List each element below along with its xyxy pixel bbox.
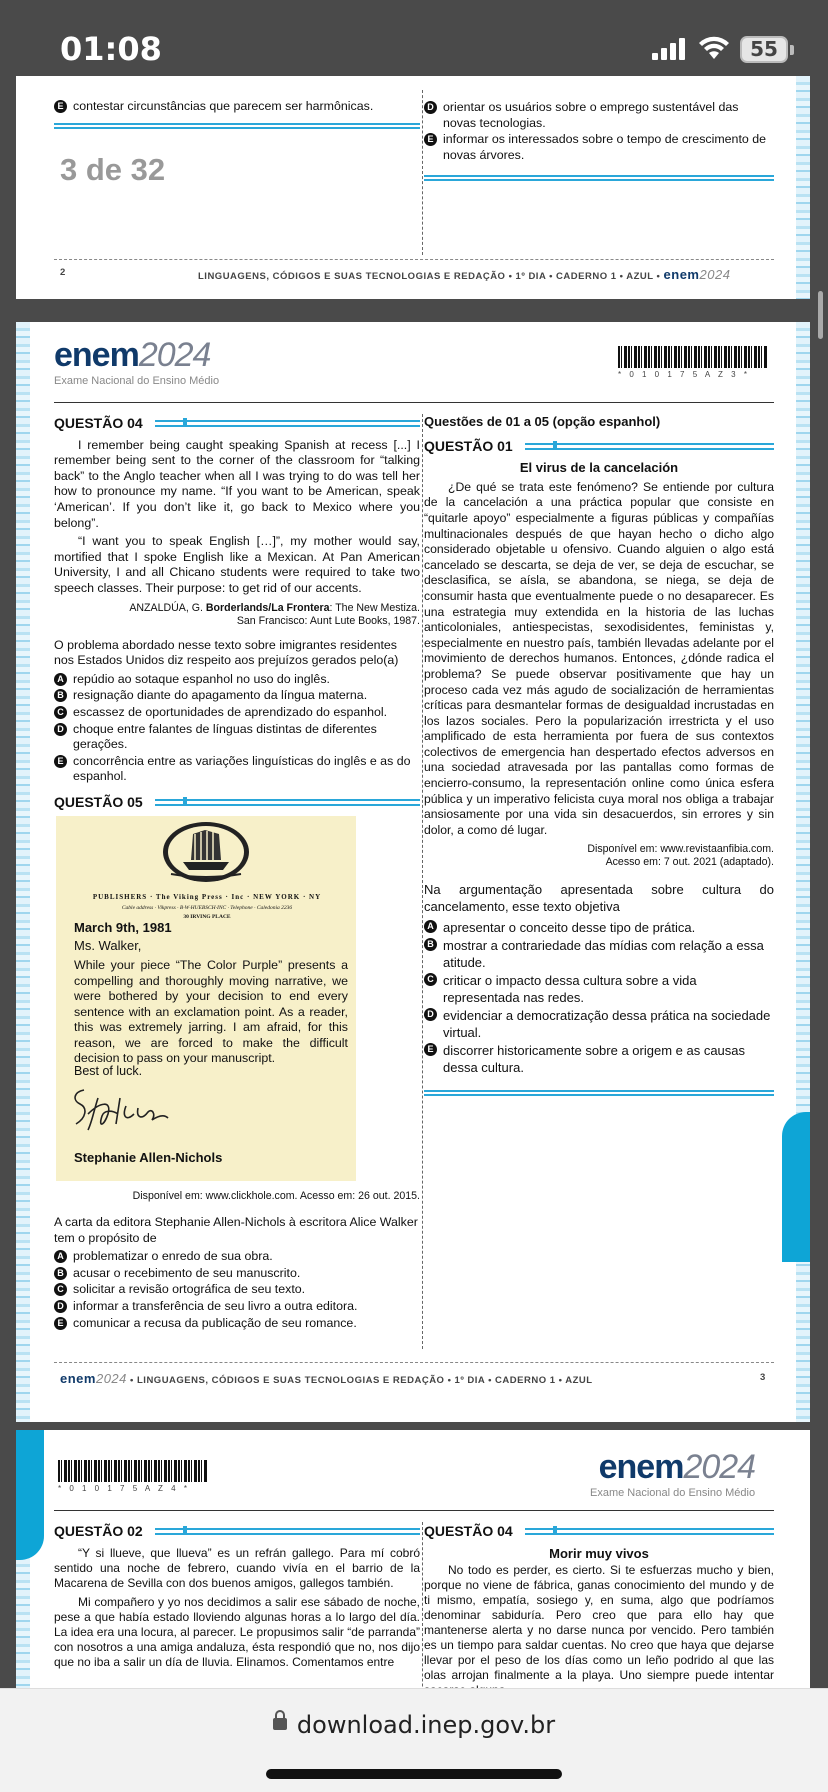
letter-closing: Best of luck. bbox=[74, 1064, 143, 1079]
option-text: repúdio ao sotaque espanhol no uso do inglês. bbox=[73, 671, 330, 686]
option-text: concorrência entre as variações linguísticas do inglês e as do espanhol. bbox=[73, 753, 411, 784]
enem-logo bbox=[590, 1448, 755, 1499]
page4-right-column bbox=[424, 1522, 774, 1701]
logo-subtitle: Exame Nacional do Ensino Médio bbox=[54, 375, 220, 387]
answer-options bbox=[54, 1249, 420, 1331]
footer-year: 2024 bbox=[699, 267, 731, 282]
option-text: discorrer historicamente sobre a origem e as causas dessa cultura. bbox=[443, 1043, 746, 1076]
letter-body: While your piece “The Color Purple” presents a compelling and thoroughly moving narrative, we were bothered by your decision to end every sentence with an exclamation point. As a reader, this was extremely jarring. I am afraid, for this reason, we are forced to make the difficult decision to pass on your manuscript. bbox=[74, 958, 348, 1065]
option-text: contestar circunstâncias que parecem ser harmônicas. bbox=[73, 99, 374, 113]
option-letter-icon: A bbox=[54, 673, 67, 686]
option-letter-icon: E bbox=[424, 1043, 437, 1056]
corner-decoration bbox=[782, 1112, 810, 1262]
page-border-pattern bbox=[796, 76, 810, 299]
page2-right-column bbox=[424, 94, 774, 181]
answer-options bbox=[424, 919, 774, 1076]
letter-image bbox=[56, 816, 356, 1181]
header-bar bbox=[155, 1528, 420, 1535]
option-letter-icon: C bbox=[424, 973, 437, 986]
cellular-signal-icon bbox=[652, 38, 688, 60]
footer-year: 2024 bbox=[95, 1371, 127, 1386]
option-letter-icon: B bbox=[54, 689, 67, 702]
battery-cap bbox=[790, 45, 794, 55]
answer-option[interactable] bbox=[424, 100, 774, 131]
passage-paragraph: “Y si llueve, que llueva” es un refrán gallego. Para mí cobró sentido una noche de febrero, cuando vivía en el barrio de la Macarena de Sevilla con dos buenos amigos, gallegos también. bbox=[54, 1545, 420, 1590]
option-letter-icon: A bbox=[424, 920, 437, 933]
option-letter-icon: B bbox=[54, 1267, 67, 1280]
option-letter-icon: D bbox=[424, 1008, 437, 1021]
answer-option[interactable] bbox=[424, 1007, 774, 1041]
pdf-page-3 bbox=[16, 322, 810, 1422]
option-text: escassez de oportunidades de aprendizado do espanhol. bbox=[73, 704, 388, 719]
option-letter-icon: E bbox=[54, 100, 67, 113]
page-footer bbox=[198, 267, 730, 282]
answer-option[interactable] bbox=[424, 132, 774, 163]
page-number: 2 bbox=[60, 267, 66, 278]
passage-paragraph: ¿De qué se trata este fenómeno? Se entiende por cultura de la cancelación a una práctica popular que consiste en “quitarle apoyo” especialmente a figuras públicas y compañías multinacionales después de que hayan hecho o dicho algo considerado objetable u ofensivo. Cuando alguien o algo está cancelado se descarta, se deja de ver, se deja de escuchar, se desclasifica, se aísla, se abandona, se niega, se deja de consumir hasta que eventualmente puede o no desaparecer. Es una estrategia muy extendida en la historia de las luchas anticoloniales, antiespecistas, sexodisidentes, feministas y, especialmente en nuestro país, también llevadas adelante por el movimiento de derechos humanos. Entonces, ¿dónde radica el problema? Se puede observar positivamente que hay un proceso cada vez más agudo de socialización de herramientas críticas para desmantelar formas de desigualdad incrustadas en los lazos sociales. Pero la popularización irrestricta y el uso amplificado de esta herramienta por fuera de sus contextos colectivos de emergencia han despertado efectos adversos en una sociedad atravesada por las pantallas como formas de encierro-consumo, la representación online como única esfera pública y un imperativo felicista cuya moral nos obliga a trabajar ansiosamente por una vida sin desacuerdos, sin errores y sin dolor, a como dé lugar. bbox=[424, 479, 774, 837]
question-header bbox=[54, 795, 420, 811]
option-letter-icon: C bbox=[54, 706, 67, 719]
option-text: problematizar o enredo de sua obra. bbox=[73, 1249, 273, 1264]
footer-brand: enem bbox=[663, 267, 700, 282]
page4-left-column bbox=[54, 1522, 420, 1673]
option-letter-icon: B bbox=[424, 938, 437, 951]
signer-name: Stephanie Allen-Nichols bbox=[74, 1150, 223, 1166]
battery-level: 55 bbox=[750, 37, 778, 61]
question-header bbox=[54, 416, 420, 432]
option-text: evidenciar a democratização dessa prática na sociedade virtual. bbox=[443, 1008, 771, 1041]
page-number: 3 bbox=[760, 1372, 766, 1383]
question-header bbox=[54, 1524, 420, 1540]
option-text: mostrar a contrariedade das mídias com relação a essa atitude. bbox=[443, 938, 764, 971]
option-letter-icon: E bbox=[54, 755, 67, 768]
option-letter-icon: D bbox=[424, 101, 437, 114]
lock-icon bbox=[273, 1718, 287, 1730]
footer-rule bbox=[54, 259, 774, 260]
passage-paragraph: No todo es perder, es cierto. Si te esfuerzas mucho y bien, porque no viene de fábrica, ganas conocimiento del mundo y de ti mismo, empatía, sosiego y, en suma, algo que podríamos denominar sabiduría. Pero creo que para ello hay que mantenerse alerta y no darse nunca por vencido. Pero también es un tiempo para saldar cuentas. No creo que haya que dejarse llevar por el peso de los días como un leño podrido al que las olas arrojan finalmente a la playa. Uno siempre puede intentar bbox=[424, 1563, 774, 1683]
page-indicator: 3 de 32 bbox=[60, 152, 166, 187]
answer-option[interactable] bbox=[54, 1316, 420, 1332]
option-letter-icon: A bbox=[54, 1250, 67, 1263]
option-letter-icon: D bbox=[54, 723, 67, 736]
page-border-pattern bbox=[16, 322, 30, 1422]
divider bbox=[424, 175, 774, 181]
battery-indicator bbox=[740, 36, 788, 63]
question-label: QUESTÃO 05 bbox=[54, 793, 143, 810]
url-display[interactable] bbox=[0, 1711, 828, 1739]
footer-rule bbox=[54, 1362, 774, 1363]
question-label: QUESTÃO 04 bbox=[424, 1523, 513, 1539]
question-prompt: Na argumentação apresentada sobre cultura do cancelamento, esse texto objetiva bbox=[424, 882, 774, 915]
divider bbox=[54, 123, 420, 129]
option-text: comunicar a recusa da publicação de seu romance. bbox=[73, 1315, 357, 1330]
page3-right-column bbox=[424, 414, 774, 1096]
question-header bbox=[424, 439, 774, 455]
answer-option[interactable] bbox=[54, 754, 420, 785]
clock: 01:08 bbox=[60, 30, 162, 68]
reference bbox=[54, 602, 420, 628]
answer-options bbox=[54, 672, 420, 785]
option-text: apresentar o conceito desse tipo de prática. bbox=[443, 920, 696, 936]
header-bar bbox=[525, 1528, 774, 1535]
logo-year: 2024 bbox=[138, 336, 211, 374]
question-label: QUESTÃO 02 bbox=[54, 1523, 143, 1539]
answer-option[interactable] bbox=[54, 688, 420, 704]
letterhead-line: 30 IRVING PLACE bbox=[183, 914, 231, 921]
option-text: resignação diante do apagamento da língua materna. bbox=[73, 688, 368, 703]
barcode bbox=[618, 346, 768, 368]
option-letter-icon: E bbox=[54, 1317, 67, 1330]
option-text: criticar o impacto dessa cultura sobre a vida representada nas redes. bbox=[443, 973, 697, 1006]
answer-option[interactable] bbox=[54, 1266, 420, 1282]
home-indicator[interactable] bbox=[266, 1769, 562, 1779]
passage-paragraph: I remember being caught speaking Spanish at recess [...] I remember being sent to the corner of the classroom for “talking back” to the Anglo teacher when all I was trying to do was tell her how to pronounce my name. “If you want to be American, speak ‘American’. If you don’t like it, go back to Mexico where you belong”. bbox=[54, 437, 420, 530]
answer-option[interactable] bbox=[54, 1282, 420, 1298]
option-text: orientar os usuários sobre o emprego sustentável das novas tecnologias. bbox=[443, 100, 739, 130]
ref-title: Borderlands/La Frontera bbox=[205, 601, 330, 614]
viking-ship-emblem-icon bbox=[161, 820, 251, 882]
page-footer bbox=[60, 1371, 593, 1386]
header-bar bbox=[155, 420, 420, 427]
page2-left-column bbox=[54, 98, 420, 129]
ref-author: ANZALDÚA, G. bbox=[129, 601, 203, 614]
question-prompt: A carta da editora Stephanie Allen-Nichols à escritora Alice Walker tem o propósito de bbox=[54, 1215, 418, 1245]
ref-publisher: San Francisco: Aunt Lute Books, 1987. bbox=[236, 614, 420, 627]
column-divider bbox=[422, 90, 423, 255]
question-prompt: O problema abordado nesse texto sobre imigrantes residentes nos Estados Unidos diz respeito aos prejuízos gerados pelo(a) bbox=[54, 637, 399, 668]
letterhead-line: PUBLISHERS · The Viking Press · Inc · NEW YORK · NY bbox=[92, 893, 322, 902]
wifi-icon bbox=[698, 36, 730, 60]
section-header: Questões de 01 a 05 (opção espanhol) bbox=[424, 414, 661, 429]
footer-text: LINGUAGENS, CÓDIGOS E SUAS TECNOLOGIAS E REDAÇÃO • 1º DIA • CADERNO 1 • AZUL • bbox=[198, 271, 661, 282]
header-bar bbox=[525, 443, 774, 450]
scrollbar[interactable] bbox=[818, 291, 823, 339]
barcode-number: * 0 1 0 1 7 5 A Z 4 * bbox=[58, 1484, 190, 1493]
header-rule bbox=[54, 402, 774, 403]
option-text: informar os interessados sobre o tempo de crescimento de novas árvores. bbox=[443, 132, 767, 162]
letterhead-line: Cable address · Vikpress · B·W·HUEBSCH·INC · Telephone · Caledonia 2236 bbox=[121, 905, 293, 912]
logo-enem: enem bbox=[54, 336, 139, 374]
source-line: Disponível em: www.revistaanfibia.com. bbox=[587, 843, 774, 856]
column-divider bbox=[422, 414, 423, 1349]
enem-logo bbox=[54, 336, 219, 387]
header-bar bbox=[155, 799, 420, 806]
pdf-page-4 bbox=[16, 1430, 810, 1730]
option-text: informar a transferência de seu livro a outra editora. bbox=[73, 1299, 358, 1314]
option-text: solicitar a revisão ortográfica de seu texto. bbox=[73, 1282, 306, 1297]
divider bbox=[424, 1090, 774, 1096]
letter-date: March 9th, 1981 bbox=[74, 920, 172, 936]
passage-paragraph: Mi compañero y yo nos decidimos a salir ese sábado de noche, pese a que había estado lloviendo algunas horas a lo largo del día. La idea era una locura, al parecer. Le propusimos salir “de parranda” con nosotros a una amiga andaluza, ésta respondió que no, nos dijo que no iba a salir un día de lluvia. Elinamos. Comentamos entre bbox=[54, 1594, 420, 1669]
logo-enem: enem bbox=[598, 1448, 684, 1486]
answer-option[interactable] bbox=[424, 919, 774, 936]
passage-paragraph: “I want you to speak English […]”, my mother would say, mortified that I spoke English like a Mexican. At Pan American University, I and all Chicano students were required to take two speech classes. Their purpose: to get rid of our accents. bbox=[54, 534, 420, 595]
barcode-number: * 0 1 0 1 7 5 A Z 3 * bbox=[618, 370, 750, 379]
pdf-viewer[interactable] bbox=[0, 96, 828, 1688]
option-letter-icon: C bbox=[54, 1283, 67, 1296]
url-domain: download.inep.gov.br bbox=[296, 1711, 556, 1739]
ref-rest: : The New Mestiza. bbox=[329, 601, 420, 614]
answer-option[interactable] bbox=[54, 1249, 420, 1265]
answer-option[interactable] bbox=[54, 1299, 420, 1315]
signature-image bbox=[68, 1084, 178, 1136]
footer-brand: enem bbox=[60, 1371, 96, 1386]
passage-title: El virus de la cancelación bbox=[519, 460, 679, 476]
page3-left-column bbox=[54, 414, 420, 1331]
question-label: QUESTÃO 01 bbox=[424, 437, 513, 454]
answer-option[interactable] bbox=[54, 99, 420, 115]
source-line: Acesso em: 7 out. 2021 (adaptado). bbox=[605, 856, 774, 869]
source-text: Disponível em: www.clickhole.com. Acesso em: 26 out. 2015. bbox=[132, 1190, 420, 1203]
barcode bbox=[58, 1460, 208, 1482]
option-text: choque entre falantes de línguas distintas de diferentes gerações. bbox=[73, 721, 377, 752]
option-letter-icon: E bbox=[424, 133, 437, 146]
answer-option[interactable] bbox=[54, 722, 420, 753]
logo-subtitle: Exame Nacional do Ensino Médio bbox=[590, 1487, 756, 1499]
header-rule bbox=[54, 1510, 774, 1511]
letter-salutation: Ms. Walker, bbox=[74, 938, 142, 954]
footer-text: • LINGUAGENS, CÓDIGOS E SUAS TECNOLOGIAS E REDAÇÃO • 1º DIA • CADERNO 1 • AZUL bbox=[130, 1375, 593, 1386]
answer-option[interactable] bbox=[54, 705, 420, 721]
question-label: QUESTÃO 04 bbox=[54, 415, 143, 431]
answer-option[interactable] bbox=[424, 937, 774, 971]
corner-decoration bbox=[16, 1430, 44, 1560]
option-letter-icon: D bbox=[54, 1300, 67, 1313]
answer-option[interactable] bbox=[424, 972, 774, 1006]
reference bbox=[424, 843, 774, 869]
answer-option[interactable] bbox=[54, 672, 420, 688]
logo-year: 2024 bbox=[683, 1448, 756, 1486]
option-text: acusar o recebimento de seu manuscrito. bbox=[73, 1265, 301, 1280]
question-header bbox=[424, 1524, 774, 1540]
answer-option[interactable] bbox=[424, 1042, 774, 1076]
passage-title: Morir muy vivos bbox=[549, 1545, 649, 1561]
